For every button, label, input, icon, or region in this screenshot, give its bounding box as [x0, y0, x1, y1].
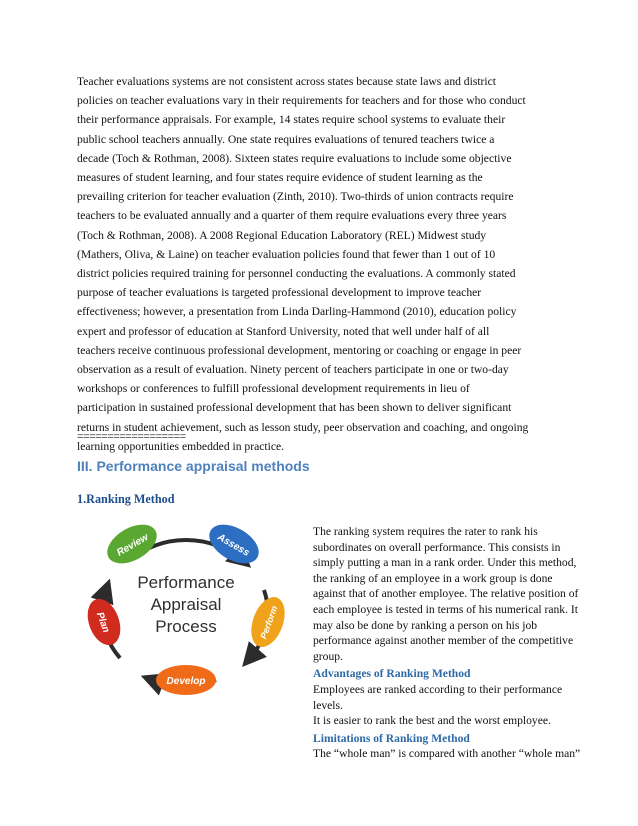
subsection-heading: 1.Ranking Method: [77, 492, 175, 506]
intro-line: measures of student learning, and four states require evidence of student learning as the: [77, 171, 483, 185]
intro-line: prevailing criterion for teacher evaluation (Zinth, 2010). Two-thirds of union contracts require: [77, 190, 514, 204]
performance-appraisal-cycle-figure: [82, 520, 290, 698]
ranking-desc-line: subordinates on overall performance. This consists in: [313, 540, 561, 554]
ranking-desc-line: may also be done by ranking a person on his job: [313, 618, 538, 632]
intro-line: decade (Toch & Rothman, 2008). Sixteen states require evaluations to include some objective: [77, 151, 512, 165]
intro-line: teachers to be evaluated annually and a quarter of them require evaluations every three years: [77, 209, 507, 223]
intro-line: their performance appraisals. For example, 14 states require school systems to evaluate their: [77, 113, 506, 127]
ranking-desc-line: the ranking of an employee in a work group is done: [313, 571, 553, 585]
segment-review-label: Review: [115, 531, 151, 559]
intro-line: participation in sustained professional development that has been shown to deliver significant: [77, 401, 512, 415]
intro-line: (Toch & Rothman, 2008). A 2008 Regional Education Laboratory (REL) Midwest study: [77, 228, 487, 242]
segment-perform-label: Perform: [258, 604, 280, 641]
intro-line: purpose of teacher evaluations is targeted professional development to improve teacher: [77, 286, 482, 300]
segment-perform: [245, 592, 290, 651]
intro-line: policies on teacher evaluations vary in their requirements for teachers and for those who conduct: [77, 94, 526, 108]
intro-paragraph: [77, 72, 577, 456]
segment-plan-label: Plan: [93, 610, 112, 635]
ranking-desc-line: simply putting a man in a rank order. Under this method,: [313, 556, 577, 570]
intro-line: teachers receive continuous professional development, mentoring or coaching or engage in peer: [77, 343, 522, 357]
ranking-desc-line: The ranking system requires the rater to rank his: [313, 525, 538, 538]
intro-line: returns in student achievement, such as lesson study, peer observation and coaching, and ongoing: [77, 420, 529, 434]
advantages-line: levels.: [313, 698, 343, 712]
intro-line: district policies required training for personnel conducting the evaluations. A commonly stated: [77, 267, 516, 281]
figure-title-line-2: Appraisal: [150, 595, 222, 614]
intro-line: workshops or conferences to fulfill professional development requirements in lieu of: [77, 382, 470, 396]
segment-plan: [82, 594, 126, 649]
advantages-line: Employees are ranked according to their performance: [313, 682, 563, 696]
limitations-line: The “whole man” is compared with another “whole man”: [313, 747, 581, 761]
intro-line: learning opportunities embedded in practice.: [77, 439, 285, 453]
ranking-desc-line: performance against another member of the competitive: [313, 634, 574, 648]
intro-line: observation as a result of evaluation. Ninety percent of teachers participate in one or two-day: [77, 363, 509, 377]
segment-develop-label: Develop: [166, 676, 206, 687]
advantages-heading: Advantages of Ranking Method: [313, 667, 471, 681]
intro-line: public school teachers annually. One state requires evaluations of tenured teachers twice a: [77, 132, 495, 146]
segment-develop: [156, 665, 216, 695]
intro-line: expert and professor of education at Stanford University, noted that well under half of all: [77, 324, 490, 338]
intro-line: Teacher evaluations systems are not consistent across states because state laws and district: [77, 75, 497, 88]
ranking-desc-line: against that of another employee. The relative position of: [313, 587, 579, 601]
advantages-line: It is easier to rank the best and the worst employee.: [313, 714, 551, 728]
ranking-desc-line: group.: [313, 649, 343, 663]
cycle-diagram: [82, 520, 290, 698]
separator-line: ==================: [77, 430, 186, 443]
section-heading: III. Performance appraisal methods: [77, 458, 310, 474]
figure-title-line-3: Process: [155, 617, 217, 636]
intro-line: (Mathers, Oliva, & Laine) on teacher evaluation policies found that fewer than 1 out of 10: [77, 247, 496, 261]
ranking-desc-line: each employee is tested in terms of his numerical rank. It: [313, 602, 578, 616]
segment-assess-label: Assess: [215, 531, 252, 559]
intro-line: effectiveness; however, a presentation from Linda Darling-Hammond (2010), education policy: [77, 305, 517, 319]
figure-title-line-1: Performance: [137, 573, 235, 592]
ranking-method-text: [313, 524, 598, 762]
limitations-heading: Limitations of Ranking Method: [313, 731, 470, 745]
